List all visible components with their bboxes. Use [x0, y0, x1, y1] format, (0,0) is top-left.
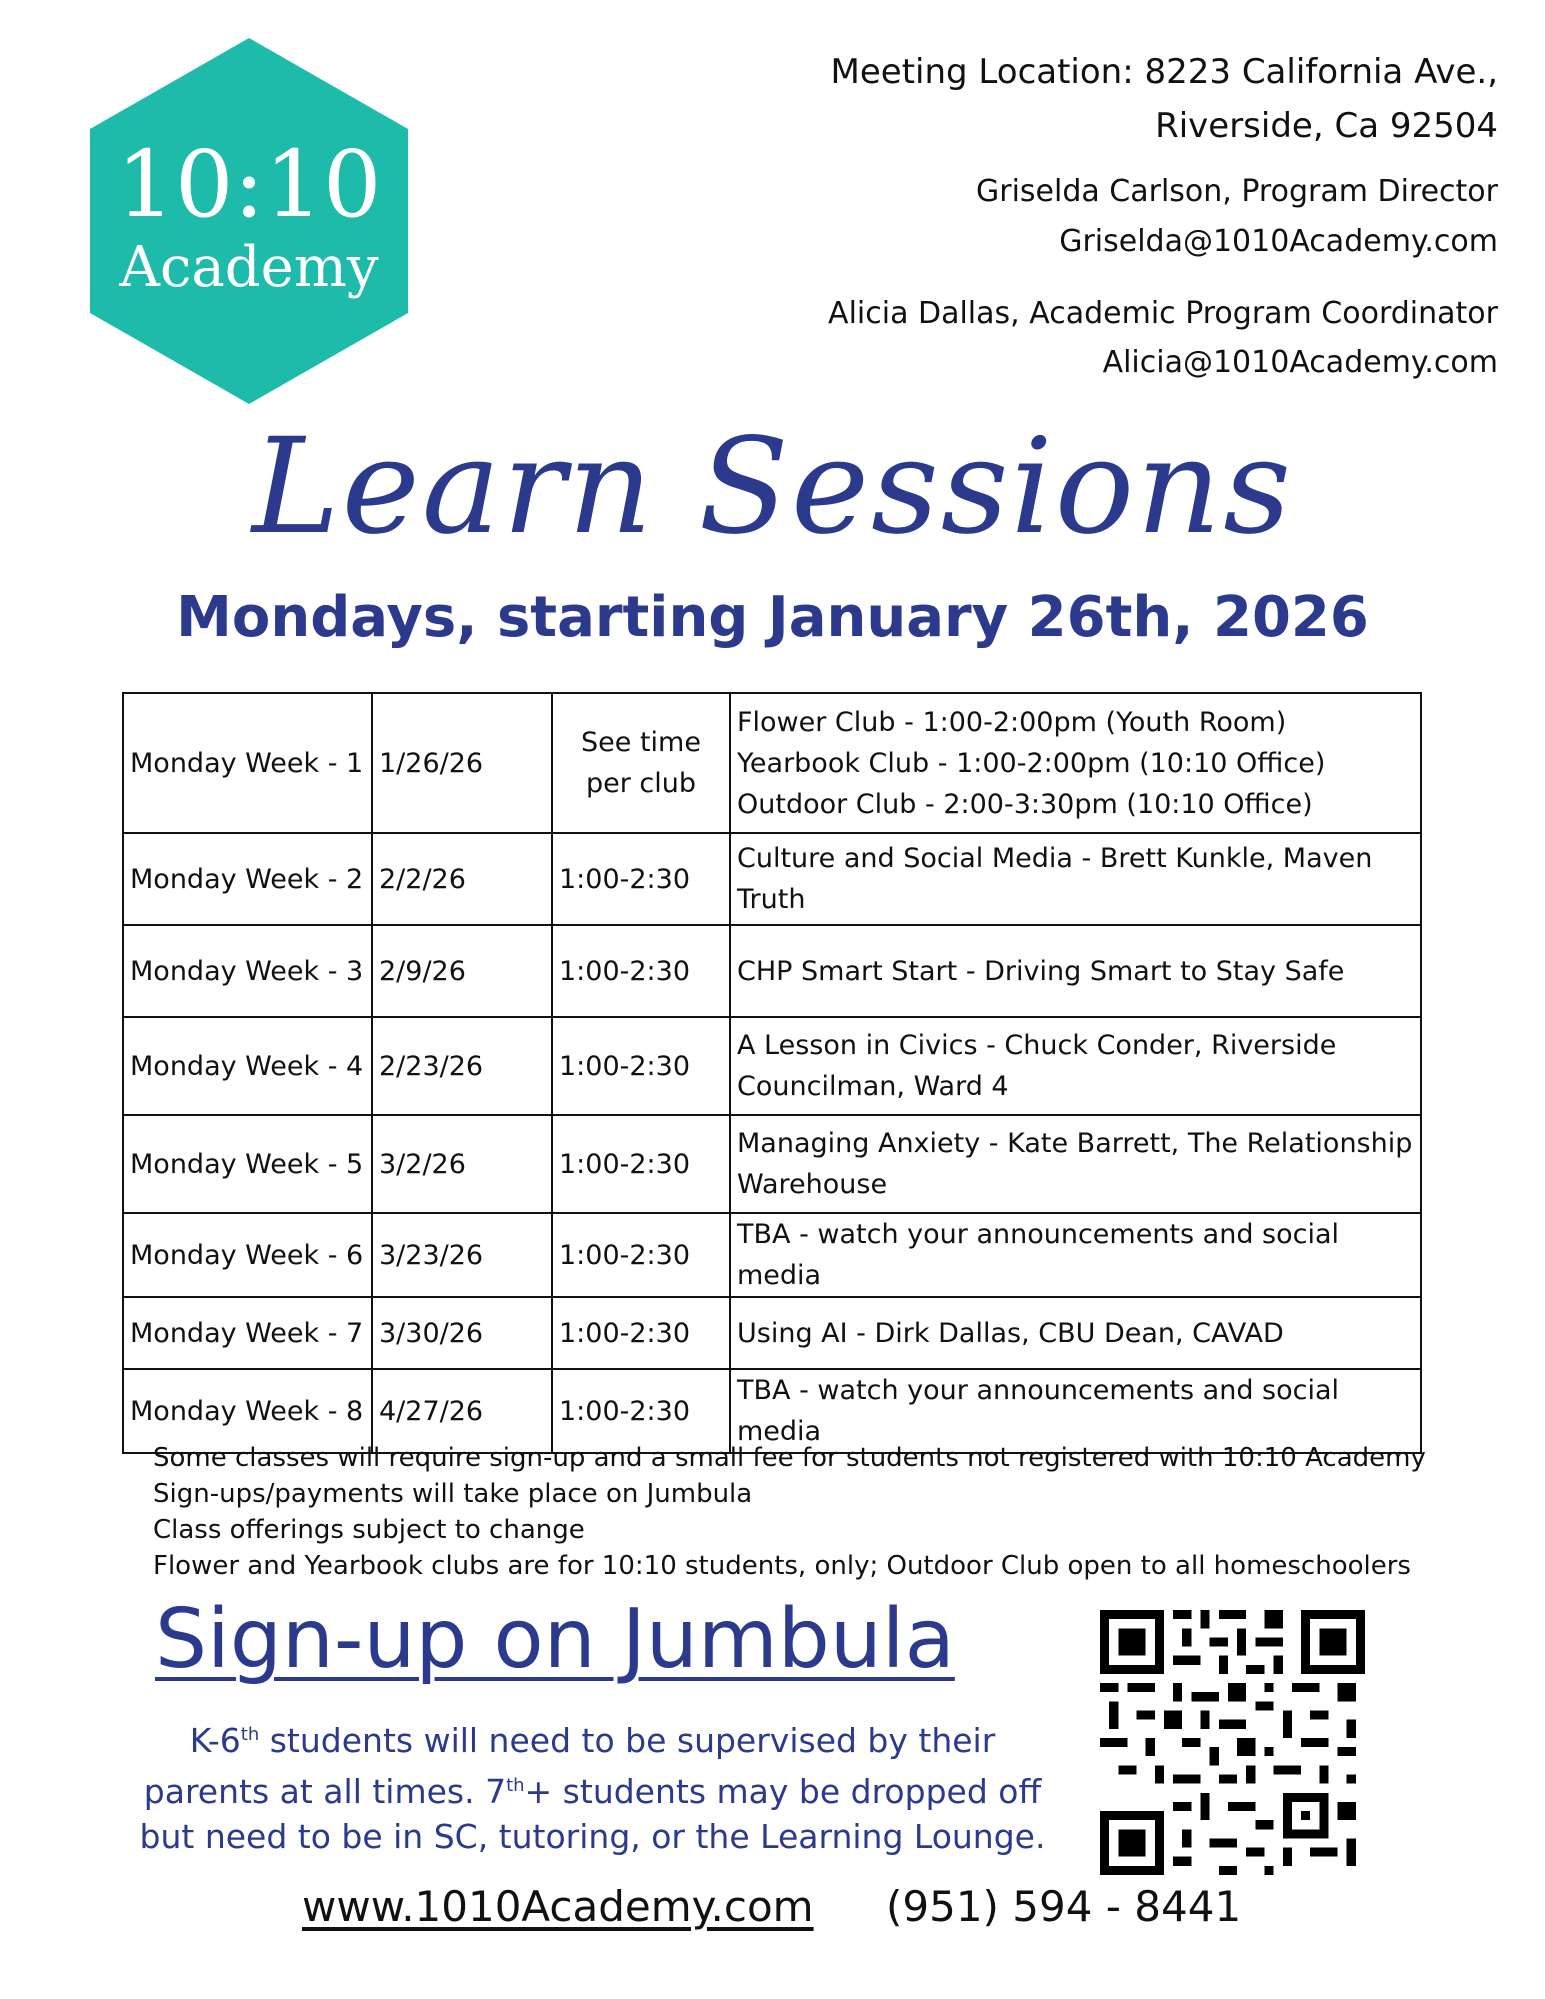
week-cell: Monday Week - 2 [123, 833, 372, 925]
week-cell: Monday Week - 3 [123, 925, 372, 1017]
topic-cell [730, 1115, 1421, 1213]
week-cell: Monday Week - 5 [123, 1115, 372, 1213]
topic-line: Managing Anxiety - Kate Barrett, The Relationship [737, 1128, 1413, 1159]
page-title: Learn Sessions [251, 410, 1293, 564]
date-cell: 3/23/26 [372, 1213, 552, 1297]
director-email[interactable]: Griselda@1010Academy.com [1059, 224, 1498, 259]
page-subtitle: Mondays, starting January 26th, 2026 [176, 585, 1369, 650]
time-cell: 1:00-2:30 [552, 1017, 730, 1115]
date-cell: 2/9/26 [372, 925, 552, 1017]
week-cell: Monday Week - 4 [123, 1017, 372, 1115]
topic-line: Flower Club - 1:00-2:00pm (Youth Room) [737, 706, 1287, 738]
table-row [123, 1017, 1421, 1115]
table-row [123, 693, 1421, 833]
time-cell: 1:00-2:30 [552, 833, 730, 925]
topic-cell [730, 1213, 1421, 1297]
date-cell: 3/2/26 [372, 1115, 552, 1213]
director-name: Griselda Carlson, Program Director [976, 174, 1498, 209]
coordinator-email[interactable]: Alicia@1010Academy.com [1102, 345, 1498, 380]
note-line: Class offerings subject to change [153, 1515, 585, 1545]
topic-line: Councilman, Ward 4 [737, 1071, 1009, 1102]
topic-line: A Lesson in Civics - Chuck Conder, Riverside [737, 1030, 1337, 1061]
date-cell: 2/2/26 [372, 833, 552, 925]
table-row [123, 925, 1421, 1017]
time-cell: 1:00-2:30 [552, 1297, 730, 1369]
schedule-table [122, 692, 1422, 1454]
academy-logo [90, 38, 408, 404]
supervision-notice [125, 1712, 1060, 1859]
time-line: per club [585, 768, 697, 799]
logo-line1: 10:10 [116, 131, 382, 238]
topic-cell [730, 693, 1421, 833]
topic-line: Outdoor Club - 2:00-3:30pm (10:10 Office) [737, 788, 1313, 820]
table-row [123, 833, 1421, 925]
topic-cell [730, 1017, 1421, 1115]
topic-line: TBA - watch your announcements and social media [737, 1375, 1340, 1447]
coordinator-name: Alicia Dallas, Academic Program Coordinator [828, 296, 1498, 331]
signup-link[interactable]: Sign-up on Jumbula [155, 1592, 955, 1687]
supervision-text-3: + students may be dropped off but need to be in SC, tutoring, or the Learning Lounge. [139, 1772, 1046, 1856]
time-cell: 1:00-2:30 [552, 1213, 730, 1297]
topic-line: TBA - watch your announcements and social media [737, 1219, 1340, 1291]
time-cell: 1:00-2:30 [552, 925, 730, 1017]
time-cell [552, 693, 730, 833]
date-cell: 3/30/26 [372, 1297, 552, 1369]
week-cell: Monday Week - 7 [123, 1297, 372, 1369]
phone-number: (951) 594 - 8441 [886, 1882, 1242, 1931]
topic-line: Using AI - Dirk Dallas, CBU Dean, CAVAD [737, 1317, 1284, 1349]
website-link[interactable]: www.1010Academy.com [302, 1882, 814, 1931]
time-line: See time [581, 727, 701, 758]
topic-cell [730, 1297, 1421, 1369]
notes [153, 1440, 1426, 1584]
date-cell: 4/27/26 [372, 1369, 552, 1453]
date-cell: 2/23/26 [372, 1017, 552, 1115]
qr-code[interactable] [1100, 1610, 1365, 1875]
supervision-text-1: K-6 [189, 1721, 241, 1760]
week-cell: Monday Week - 1 [123, 693, 372, 833]
topic-cell [730, 925, 1421, 1017]
table-row [123, 1297, 1421, 1369]
topic-line: Culture and Social Media - Brett Kunkle, Maven Truth [737, 843, 1373, 915]
date-cell: 1/26/26 [372, 693, 552, 833]
supervision-sup-2: th [506, 1775, 525, 1796]
week-cell: Monday Week - 8 [123, 1369, 372, 1453]
topic-line: CHP Smart Start - Driving Smart to Stay Safe [737, 955, 1345, 987]
meeting-location-line1: Meeting Location: 8223 California Ave., [830, 52, 1498, 92]
table-row [123, 1213, 1421, 1297]
note-line: Some classes will require sign-up and a small fee for students not registered with 10:10 Academy [153, 1443, 1426, 1473]
topic-line: Warehouse [737, 1169, 888, 1200]
meeting-location-line2: Riverside, Ca 92504 [1155, 106, 1498, 146]
time-cell: 1:00-2:30 [552, 1369, 730, 1453]
note-line: Flower and Yearbook clubs are for 10:10 students, only; Outdoor Club open to all homeschoolers [153, 1551, 1411, 1581]
supervision-sup-1: th [240, 1724, 260, 1745]
note-line: Sign-ups/payments will take place on Jumbula [153, 1479, 753, 1509]
table-row [123, 1115, 1421, 1213]
logo-line2: Academy [119, 235, 379, 300]
time-cell: 1:00-2:30 [552, 1115, 730, 1213]
topic-line: Yearbook Club - 1:00-2:00pm (10:10 Office) [737, 747, 1326, 779]
supervision-text-2: students will need to be supervised by their parents at all times. 7 [143, 1721, 996, 1811]
week-cell: Monday Week - 6 [123, 1213, 372, 1297]
topic-cell [730, 833, 1421, 925]
